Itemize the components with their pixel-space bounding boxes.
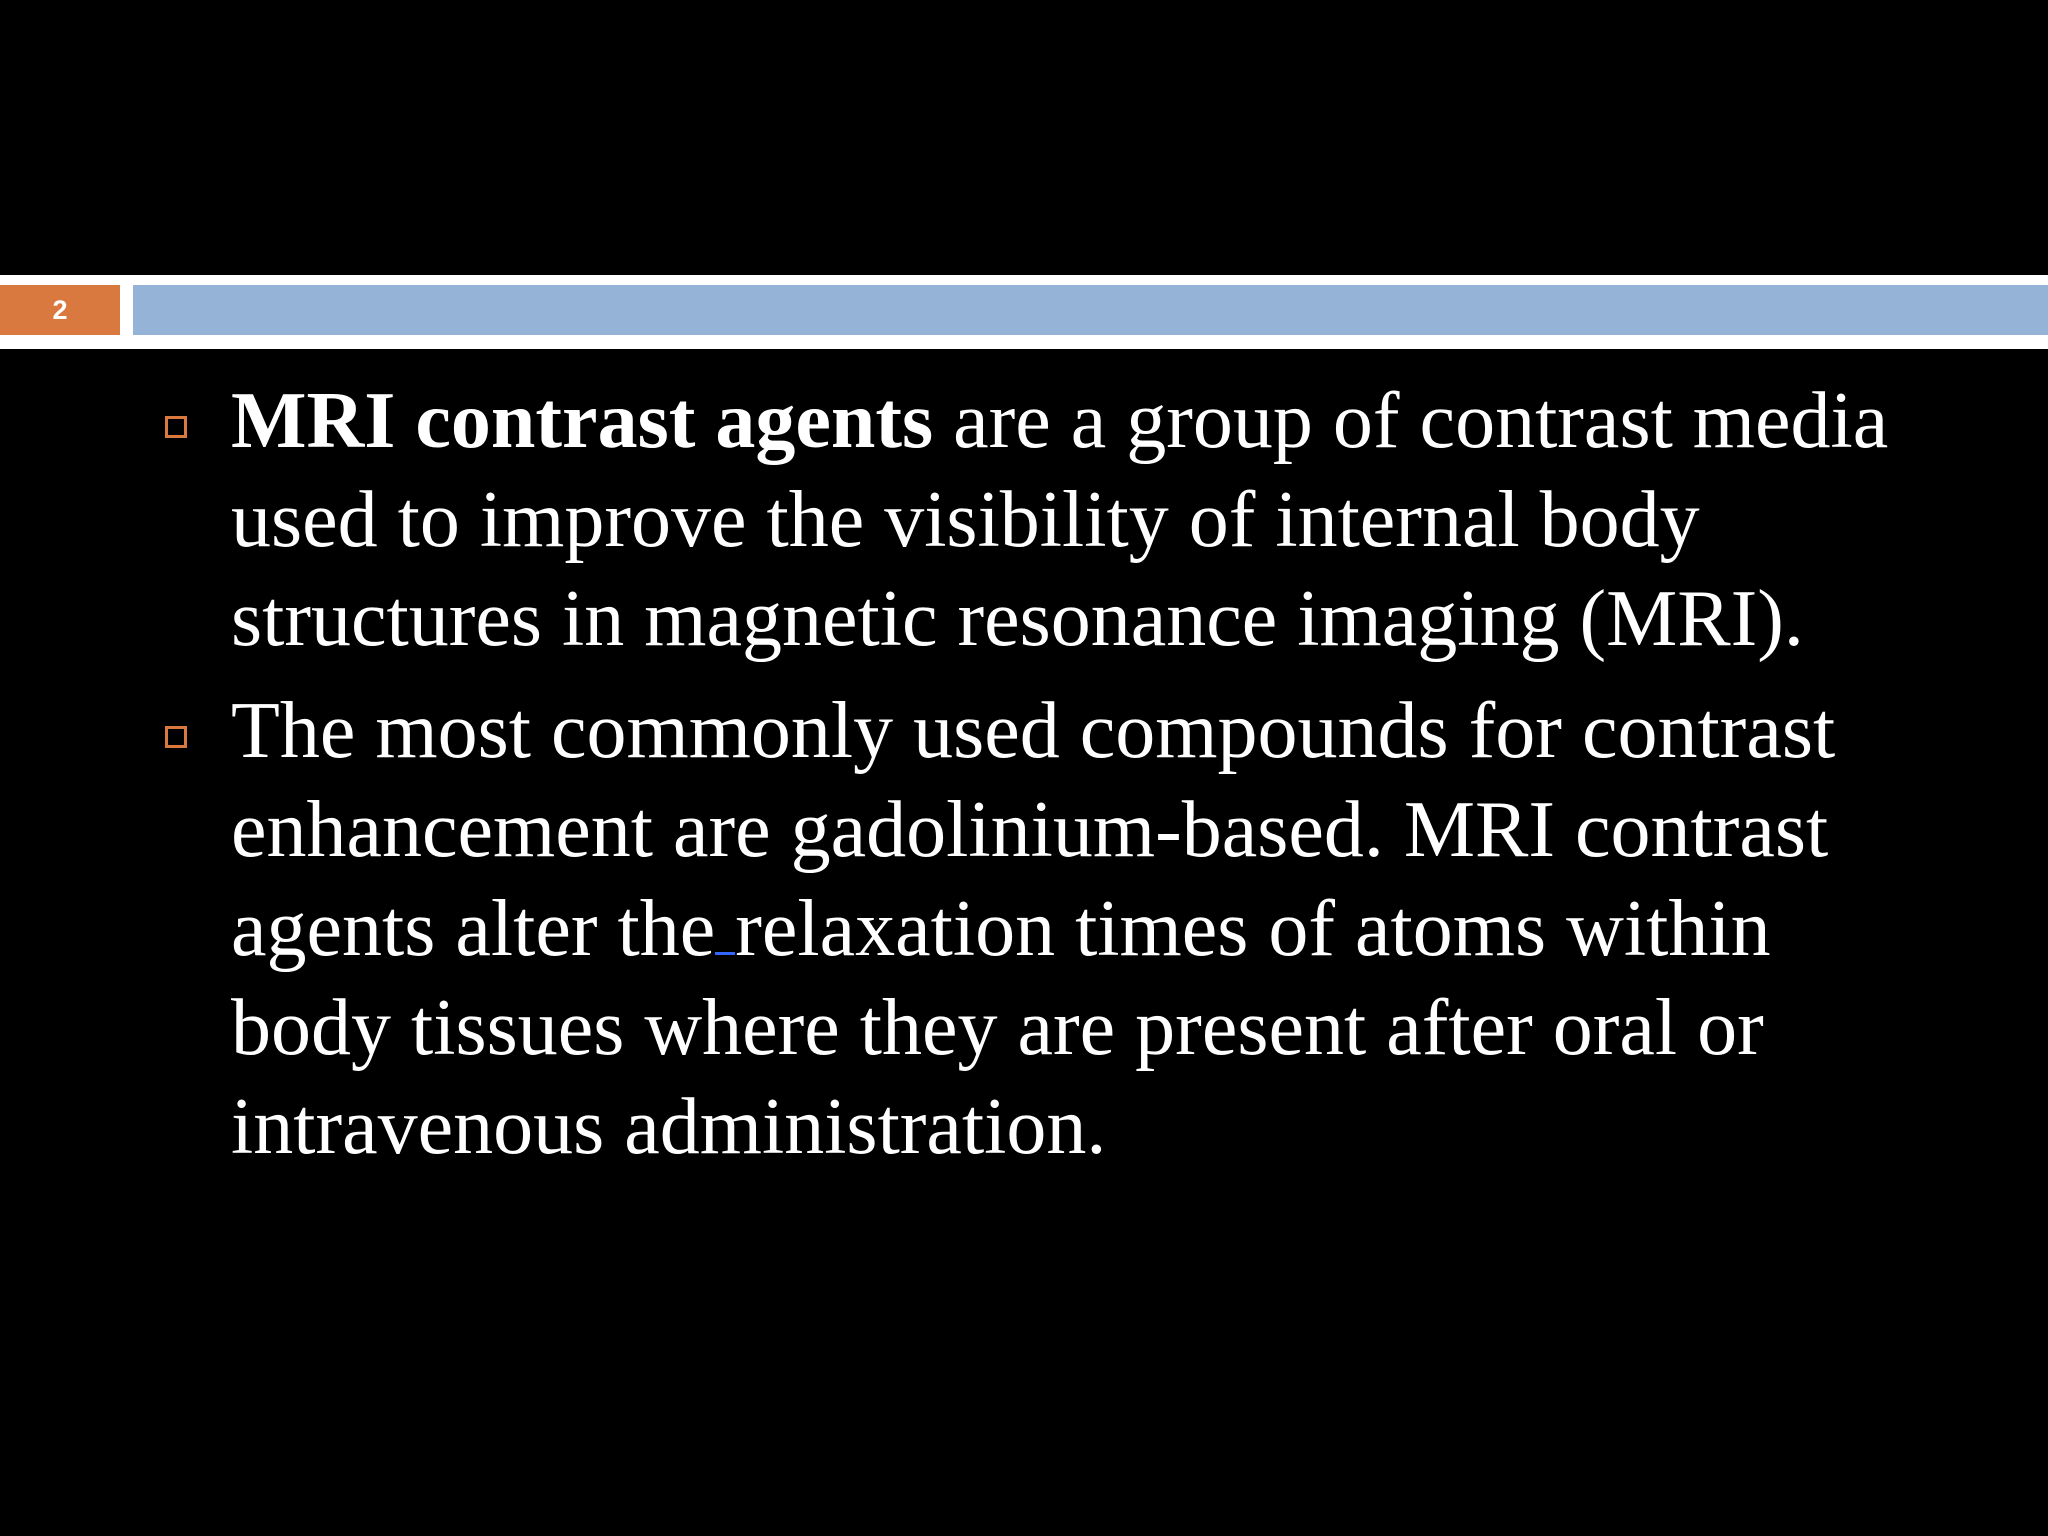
slide-content: [155, 372, 1915, 1190]
square-bullet-icon: [165, 416, 187, 438]
bold-term: MRI contrast agents: [231, 377, 934, 465]
square-bullet-icon: [165, 726, 187, 748]
bullet-text: relaxation times of atoms within body tissues where they are present after oral or intravenous administration.: [231, 885, 1771, 1171]
bullet-text: are a group of contrast media used to improve the visibility of internal body structures in magnetic resonance imaging (MRI).: [231, 377, 1889, 663]
bullet-item: [155, 682, 1915, 1177]
title-bar: [133, 285, 2048, 335]
bullet-item: [155, 372, 1915, 669]
hyperlink-underline[interactable]: [715, 888, 735, 955]
header-band: [0, 275, 2048, 349]
bullet-text: The most commonly used compounds for contrast enhancement are gadolinium-based. MRI contrast agents alter the: [231, 687, 1836, 973]
slide-number: 2: [0, 285, 120, 335]
